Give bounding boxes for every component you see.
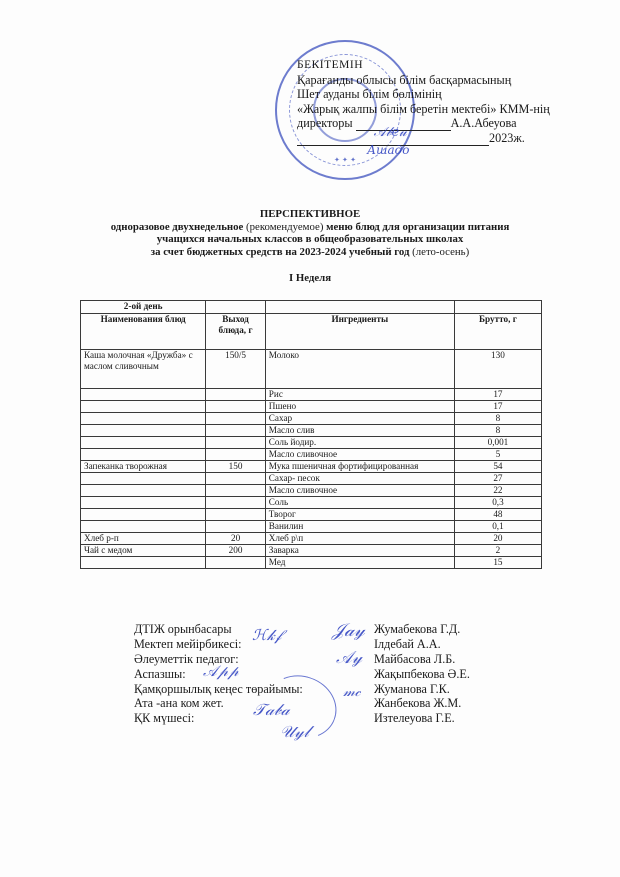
yield-cell [206, 413, 265, 425]
signature-role: ҚК мүшесі: [134, 711, 195, 726]
director-label: директоры [297, 116, 353, 131]
ingredient-cell: Заварка [265, 545, 454, 557]
dish-cell [81, 485, 206, 497]
gross-cell: 0,3 [454, 497, 541, 509]
yield-cell [206, 389, 265, 401]
gross-cell: 130 [454, 350, 541, 389]
yield-cell [206, 449, 265, 461]
signature-row [134, 637, 514, 652]
ingredient-cell: Молоко [265, 350, 454, 389]
document-title-block [0, 208, 620, 258]
header-ingredients: Ингредиенты [265, 314, 454, 350]
signature-name: Жумабекова Г.Д. [374, 622, 461, 636]
signature-role: Қамқоршылық кеңес төрайымы: [134, 681, 303, 696]
signature-role: Ата -ана ком жет. [134, 696, 224, 711]
table-row [81, 557, 542, 569]
table-row [81, 509, 542, 521]
table-row [81, 449, 542, 461]
header-gross: Брутто, г [454, 314, 541, 350]
ingredient-cell: Пшено [265, 401, 454, 413]
signature-row [134, 667, 514, 682]
approval-line-1: Қарағанды облысы білім басқармасының [297, 72, 512, 87]
dish-cell: Хлеб р-п [81, 533, 206, 545]
signature-scribble-icon: 𝓂𝒸 [343, 684, 361, 700]
approval-block [297, 58, 567, 157]
ingredient-cell: Масло слив [265, 425, 454, 437]
yield-cell: 150/5 [206, 350, 265, 389]
dish-cell [81, 473, 206, 485]
gross-cell: 17 [454, 389, 541, 401]
ingredient-cell: Масло сливочное [265, 449, 454, 461]
table-row [81, 389, 542, 401]
dish-cell [81, 449, 206, 461]
ingredient-cell: Соль [265, 497, 454, 509]
table-row [81, 473, 542, 485]
dish-cell [81, 557, 206, 569]
director-name: А.А.Абеуова [450, 116, 517, 131]
ingredient-cell: Сахар [265, 413, 454, 425]
table-day-row [81, 301, 542, 314]
gross-cell: 8 [454, 425, 541, 437]
gross-cell: 20 [454, 533, 541, 545]
signature-name: Жақыпбекова Ә.Е. [374, 666, 470, 681]
gross-cell: 15 [454, 557, 541, 569]
table-row [81, 461, 542, 473]
empty-cell [206, 301, 265, 314]
week-label: I Неделя [288, 272, 332, 284]
gross-cell: 0,1 [454, 521, 541, 533]
ingredient-cell: Соль йодир. [265, 437, 454, 449]
title-line2-b: меню блюд для организации питания [323, 220, 510, 233]
dish-cell [81, 413, 206, 425]
table-row [81, 485, 542, 497]
table-row [81, 425, 542, 437]
approval-header: БЕКІТЕМІН [297, 59, 364, 71]
dish-cell [81, 437, 206, 449]
signature-name: Майбасова Л.Б. [374, 651, 456, 666]
table-row [81, 413, 542, 425]
signature-role: Аспазшы: [134, 666, 186, 681]
yield-cell [206, 557, 265, 569]
table-row [81, 533, 542, 545]
signature-name: Жанбекова Ж.М. [374, 696, 462, 711]
dish-cell: Запеканка творожная [81, 461, 206, 473]
yield-cell [206, 497, 265, 509]
yield-cell [206, 509, 265, 521]
ingredient-cell: Ванилин [265, 521, 454, 533]
date-line [297, 130, 567, 157]
gross-cell: 5 [454, 449, 541, 461]
dish-cell [81, 425, 206, 437]
dish-cell: Чай с медом [81, 545, 206, 557]
table-row [81, 521, 542, 533]
director-signature [356, 124, 451, 140]
signature-row [134, 652, 514, 667]
gross-cell: 22 [454, 485, 541, 497]
yield-cell [206, 473, 265, 485]
dish-cell [81, 401, 206, 413]
dish-cell [81, 521, 206, 533]
table-row [81, 350, 542, 389]
signature-scribble-icon: 𝒯𝒶𝒷𝒶 [253, 700, 290, 719]
ingredient-cell: Хлеб р\п [265, 533, 454, 545]
gross-cell: 8 [454, 413, 541, 425]
table-row [81, 437, 542, 449]
approval-line-2: Шет ауданы білім бөлімінің [297, 87, 442, 102]
table-row [81, 401, 542, 413]
yield-cell [206, 437, 265, 449]
approval-line-3: «Жарық жалпы білім беретін мектебі» КММ-нің [297, 101, 550, 116]
gross-cell: 54 [454, 461, 541, 473]
empty-cell [454, 301, 541, 314]
yield-cell [206, 401, 265, 413]
dish-cell [81, 509, 206, 521]
yield-cell [206, 521, 265, 533]
signature-scribble-icon: 𝒜𝓎 [336, 648, 362, 668]
table-row [81, 497, 542, 509]
title-line2-a: одноразовое двухнедельное [110, 220, 247, 233]
signature-role: ДТІЖ орынбасары [134, 622, 232, 636]
gross-cell: 17 [454, 401, 541, 413]
signature-name: Ілдебай А.А. [374, 636, 441, 651]
menu-table [80, 300, 542, 569]
yield-cell: 200 [206, 545, 265, 557]
header-dish: Наименования блюд [81, 314, 206, 350]
date-handwritten: Ашадо [367, 142, 410, 157]
signature-scribble-icon: 𝒰𝓎𝓁 [280, 722, 310, 741]
signature-scribble-icon: 𝒜𝒷𝑒𝓊 [373, 124, 407, 140]
header-yield: Выход блюда, г [206, 314, 265, 350]
ingredient-cell: Сахар- песок [265, 473, 454, 485]
yield-cell: 20 [206, 533, 265, 545]
signature-role: Мектеп мейірбикесі: [134, 636, 242, 651]
gross-cell: 27 [454, 473, 541, 485]
date-suffix: 2023ж. [489, 130, 525, 145]
yield-cell [206, 485, 265, 497]
signature-name: Жуманова Г.К. [374, 681, 450, 696]
yield-cell: 150 [206, 461, 265, 473]
dish-cell [81, 497, 206, 509]
signature-name: Изтелеуова Г.Е. [374, 711, 455, 726]
table-row [81, 545, 542, 557]
yield-cell [206, 425, 265, 437]
title-line4-bold: за счет бюджетных средств на 2023-2024 учебный год [150, 245, 413, 258]
title-line4-normal: (лето-осень) [412, 245, 470, 258]
stamp-emblem-icon: ✦ ✦ ✦ [333, 156, 357, 164]
signature-row [134, 622, 514, 637]
ingredient-cell: Мед [265, 557, 454, 569]
title-line3: учащихся начальных классов в общеобразовательных школах [156, 233, 464, 246]
dish-cell: Каша молочная «Дружба» с маслом сливочным [81, 350, 206, 389]
signature-scribble-icon: 𝒜𝓅𝓅 [203, 662, 239, 680]
date-field [297, 142, 489, 157]
ingredient-cell: Творог [265, 509, 454, 521]
gross-cell: 0,001 [454, 437, 541, 449]
gross-cell: 2 [454, 545, 541, 557]
ingredient-cell: Мука пшеничная фортифицированная [265, 461, 454, 473]
signature-scribble-icon: ℋ𝓀𝒻 [252, 626, 282, 644]
title-line2-normal: (рекомендуемое) [246, 220, 324, 233]
ingredient-cell: Рис [265, 389, 454, 401]
gross-cell: 48 [454, 509, 541, 521]
signature-scribble-icon: 𝒥𝒶𝓎 [332, 620, 365, 641]
dish-cell [81, 389, 206, 401]
table-header-row [81, 314, 542, 350]
title-main: ПЕРСПЕКТИВНОЕ [259, 208, 361, 220]
empty-cell [265, 301, 454, 314]
ingredient-cell: Масло сливочное [265, 485, 454, 497]
signature-role: Әлеуметтік педагог: [134, 651, 239, 666]
day-label: 2-ой день [81, 301, 206, 314]
